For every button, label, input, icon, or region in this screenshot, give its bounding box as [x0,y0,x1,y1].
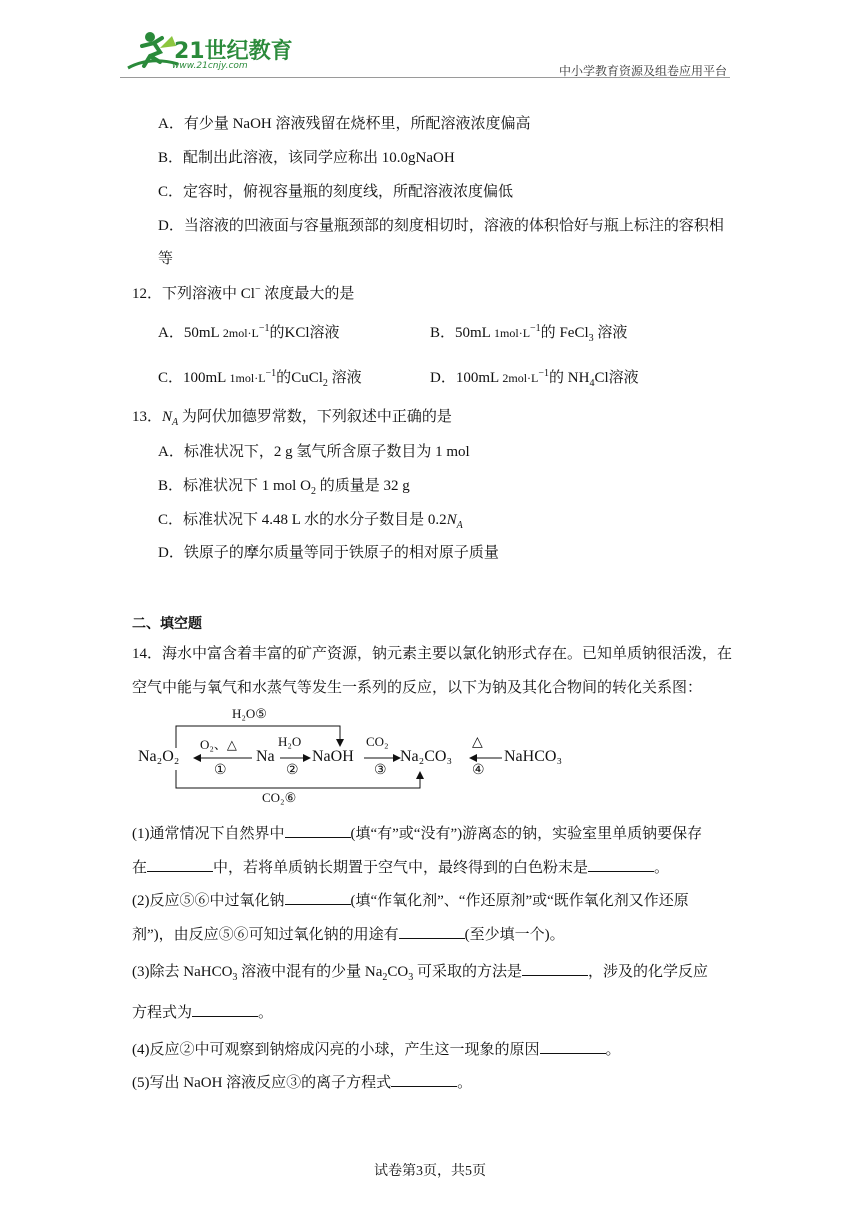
section-title: 二、填空题 [132,616,202,632]
species-na: Na [256,748,275,765]
q11-option-a: A．有少量 NaOH 溶液残留在烧杯里，所配溶液浓度偏高 [158,116,531,132]
q14-part2-line1: (2)反应⑤⑥中过氧化钠 (填“作氧化剂”、“作还原剂”或“既作氧化剂又作还原 [132,889,689,910]
q12-option-a: A．50mL $2mol\cdot L^{-1}$的KCl溶液 [158,323,340,341]
q14-part5: (5)写出 NaOH 溶液反应③的离子方程式 。 [132,1071,472,1092]
reaction3-number: ③ [374,763,387,778]
q13-option-d: D．铁原子的摩尔质量等同于铁原子的相对原子质量 [158,545,499,561]
answer-blank[interactable] [147,857,213,872]
logo [120,28,293,76]
answer-blank[interactable] [285,890,351,905]
reaction2-condition: H₂O [278,734,302,749]
q12-option-b: B．50mL $1mol\cdot L^{-1}$的 FeCl$_3$ 溶液 [430,323,628,344]
q14-part1-line1: (1)通常情况下自然界中 (填“有”或“没有”)游离态的钠，实验室里单质钠要保存 [132,822,702,843]
q11-option-d: D．当溶液的凹液面与容量瓶颈部的刻度相切时，溶液的体积恰好与瓶上标注的容积相 [158,218,724,234]
reaction3-condition: CO₂ [366,734,389,749]
q13-stem: 13．$N_A$ 为阿伏加德罗常数，下列叙述中正确的是 [132,409,452,428]
q14-part2-line2: 剂”)，由反应⑤⑥可知过氧化钠的用途有 (至少填一个)。 [132,923,565,944]
q13-option-b: B．标准状况下 1 mol $O_2$ 的质量是 32 g [158,478,410,497]
q12-stem: 12．下列溶液中 Cl− 浓度最大的是 [132,284,355,302]
q12-option-c: C．100mL $1mol\cdot L^{-1}$的CuCl$_2$ 溶液 [158,368,362,389]
answer-blank[interactable] [399,924,465,939]
logo-text: 21世纪教育 [174,39,293,64]
reaction4-condition: △ [472,735,483,750]
reaction2-number: ② [286,763,299,778]
reaction1-number: ① [214,763,227,778]
reaction6-label: CO₂⑥ [262,790,297,805]
answer-blank[interactable] [588,857,654,872]
q14-part3-line2: 方程式为 。 [132,1001,273,1022]
species-nahco3: NaHCO₃ [504,748,563,765]
answer-blank[interactable] [192,1002,258,1017]
reaction4-number: ④ [472,763,485,778]
q13-option-a: A．标准状况下，2 g 氢气所含原子数目为 1 mol [158,444,470,460]
reaction5-label: H₂O⑤ [232,706,267,721]
q14-part1-line2: 在 中，若将单质钠长期置于空气中，最终得到的白色粉末是 。 [132,856,669,877]
q11-option-b: B．配制出此溶液，该同学应称出 10.0gNaOH [158,150,455,166]
platform-name: 中小学教育资源及组卷应用平台 [558,64,727,78]
answer-blank[interactable] [522,961,588,976]
q13-option-c: C．标准状况下 4.48 L 水的水分子数目是 $0.2N_A$ [158,512,463,531]
q12-option-d: D．100mL $2mol\cdot L^{-1}$的 $NH_4Cl$溶液 [430,368,639,389]
q14-part3-line1: (3)除去 NaHCO$_3$ 溶液中混有的少量 $Na_2CO_3$ 可采取的方法是 ，涉及的化学反应 [132,960,708,983]
reaction1-condition: O₂、△ [200,737,237,752]
answer-blank[interactable] [285,823,351,838]
reaction-diagram [132,700,602,812]
answer-blank[interactable] [540,1039,606,1054]
answer-blank[interactable] [391,1072,457,1087]
page-footer: 试卷第3页，共5页 [374,1164,486,1179]
q11-option-c: C．定容时，俯视容量瓶的刻度线，所配溶液浓度偏低 [158,184,514,200]
header-divider [120,77,730,78]
q11-option-d-cont: 等 [158,251,174,267]
logo-url-text: www.21cnjy.com [172,61,248,71]
species-na2co3: Na₂CO₃ [400,748,453,765]
species-naoh: NaOH [312,748,354,765]
q14-stem-line2: 空气中能与氧气和水蒸气等发生一系列的反应，以下为钠及其化合物间的转化关系图： [132,680,703,696]
q14-stem-line1: 14．海水中富含着丰富的矿产资源，钠元素主要以氯化钠形式存在。已知单质钠很活泼，在 [132,646,733,662]
q14-part4: (4)反应②中可观察到钠熔成闪亮的小球，产生这一现象的原因 。 [132,1038,621,1059]
species-na2o2: Na₂O₂ [138,748,180,765]
